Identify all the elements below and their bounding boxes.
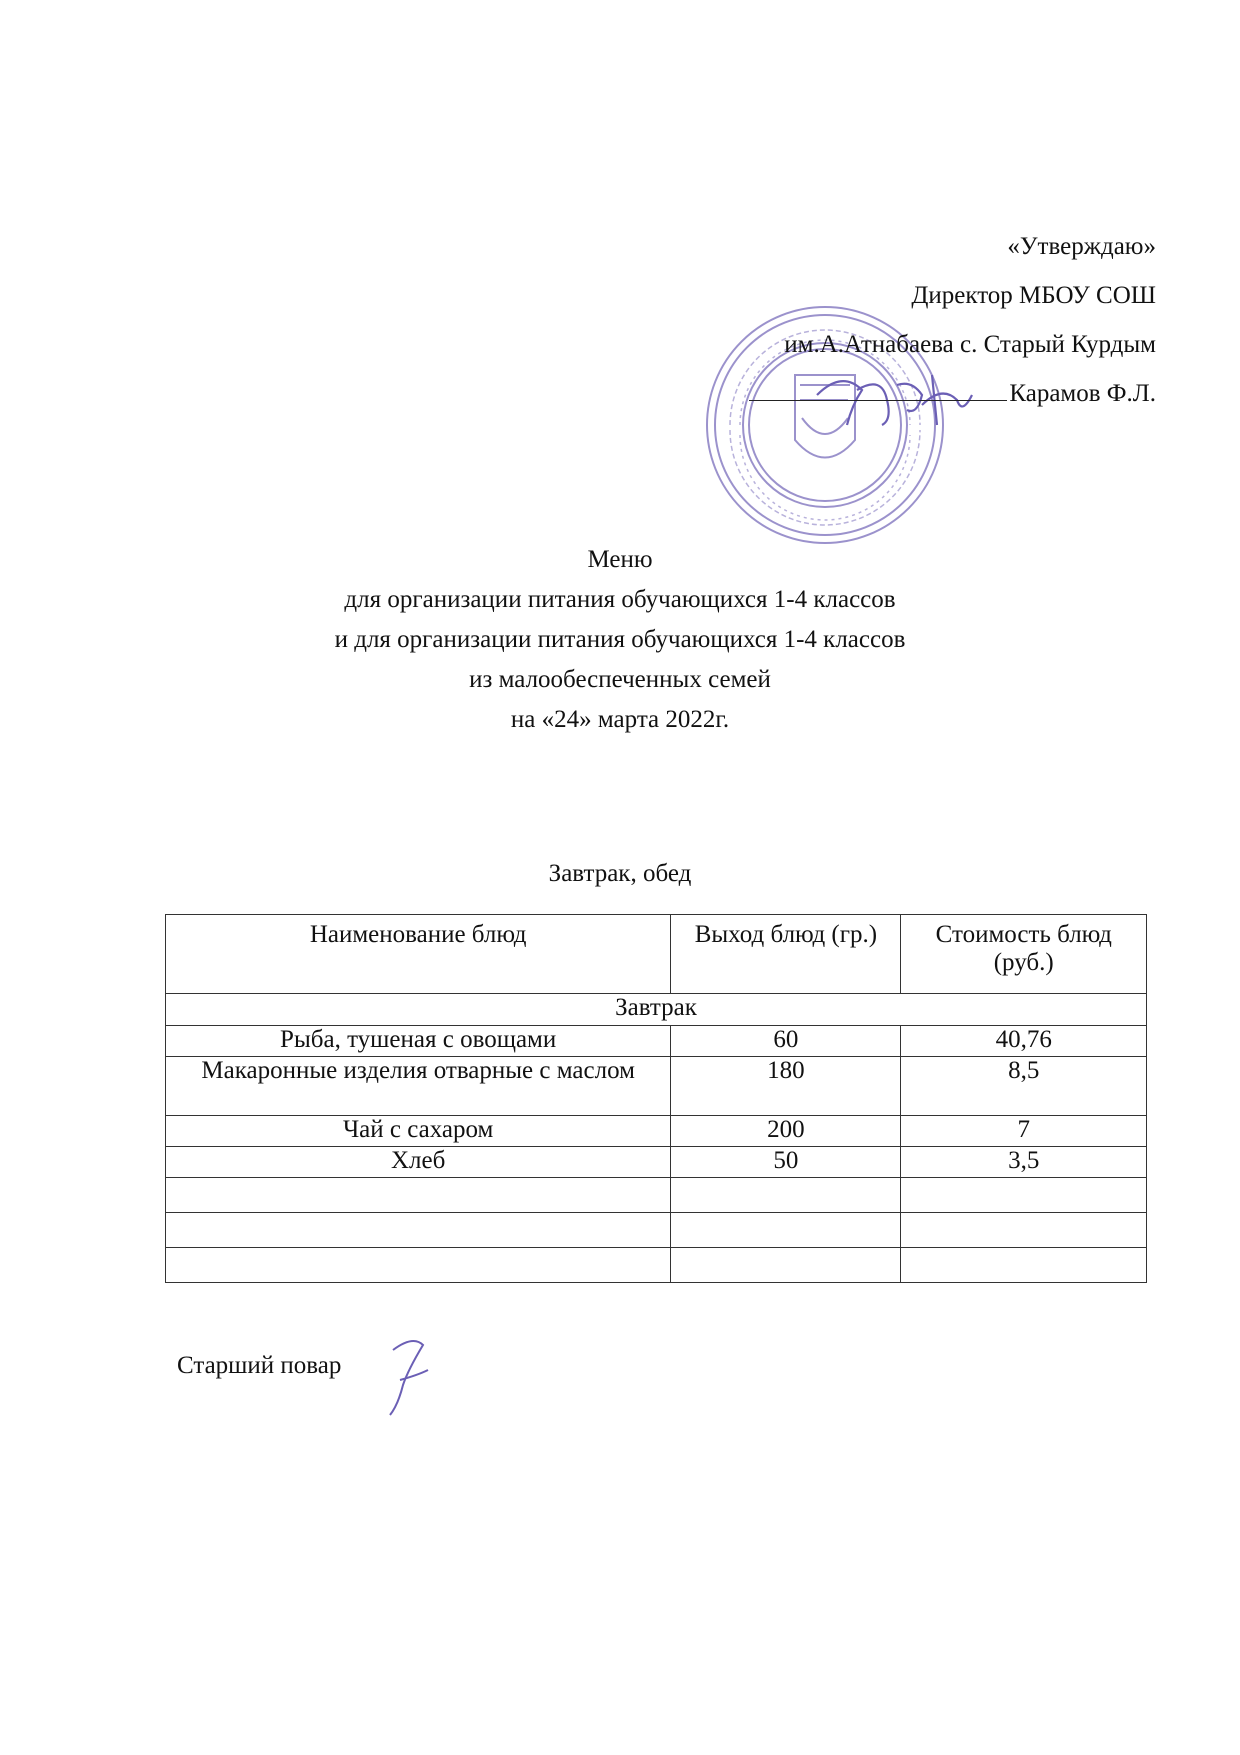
- table-row: [166, 1147, 1147, 1178]
- school-name: им.А.Атнабаева с. Старый Курдым: [784, 331, 1156, 358]
- empty-row: [166, 1178, 1147, 1213]
- approval-heading: «Утверждаю»: [1007, 233, 1156, 260]
- dish-price: 3,5: [901, 1147, 1147, 1178]
- dish-weight: 180: [671, 1057, 901, 1116]
- director-position: Директор МБОУ СОШ: [911, 282, 1156, 309]
- header-dish-name: Наименование блюд: [166, 915, 671, 994]
- dish-name: Чай с сахаром: [166, 1116, 671, 1147]
- title-line-2: для организации питания обучающихся 1-4 классов: [344, 586, 896, 613]
- empty-row: [166, 1248, 1147, 1283]
- dish-weight: 60: [671, 1026, 901, 1057]
- table-row: [166, 1026, 1147, 1057]
- table-row: [166, 1057, 1147, 1116]
- title-line-4: из малообеспеченных семей: [469, 666, 771, 693]
- meal-title: Завтрак, обед: [548, 860, 692, 887]
- title-date: на «24» марта 2022г.: [510, 706, 730, 733]
- header-weight: Выход блюд (гр.): [671, 915, 901, 994]
- section-label: Завтрак: [166, 994, 1147, 1026]
- dish-price: 7: [901, 1116, 1147, 1147]
- head-cook-signature: [378, 1330, 438, 1420]
- header-price: Стоимость блюд (руб.): [901, 915, 1147, 994]
- title-line-3: и для организации питания обучающихся 1-4 классов: [334, 626, 906, 653]
- title-line-1: Меню: [587, 546, 653, 573]
- approval-block: [749, 222, 1156, 418]
- head-cook-label: Старший повар: [177, 1352, 342, 1379]
- table-header-row: [166, 915, 1147, 994]
- dish-weight: 50: [671, 1147, 901, 1178]
- document-title: [0, 540, 1240, 740]
- dish-price: 40,76: [901, 1026, 1147, 1057]
- dish-price: 8,5: [901, 1057, 1147, 1116]
- signature-line: [749, 378, 1007, 401]
- director-name: Карамов Ф.Л.: [1009, 380, 1156, 407]
- table-row: [166, 1116, 1147, 1147]
- dish-weight: 200: [671, 1116, 901, 1147]
- empty-row: [166, 1213, 1147, 1248]
- dish-name: Хлеб: [166, 1147, 671, 1178]
- menu-table: [165, 914, 1147, 1283]
- section-row: [166, 994, 1147, 1026]
- dish-name: Рыба, тушеная с овощами: [166, 1026, 671, 1057]
- dish-name: Макаронные изделия отварные с маслом: [166, 1057, 671, 1116]
